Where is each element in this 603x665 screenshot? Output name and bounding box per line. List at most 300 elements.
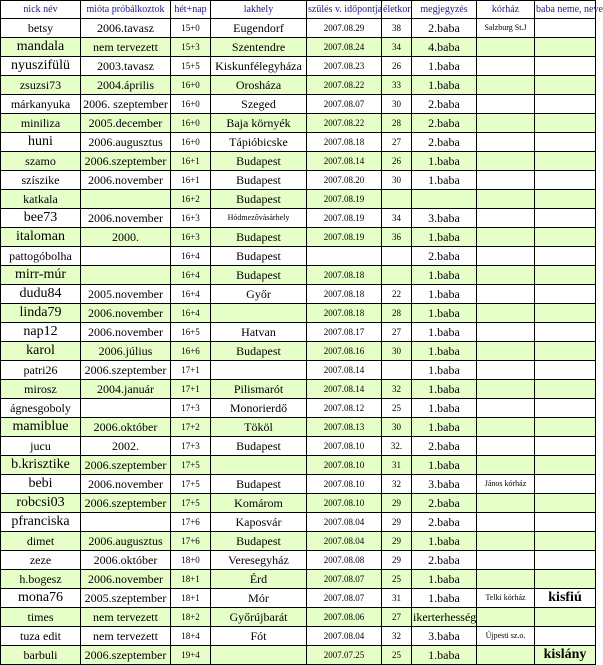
cell-residence: Budapest — [211, 171, 307, 190]
cell-week: 18+2 — [171, 608, 211, 627]
header-hospital: kórház — [477, 1, 535, 19]
cell-hospital — [477, 57, 535, 76]
cell-due-date: 2007.08.19 — [307, 209, 382, 228]
cell-week: 16+4 — [171, 304, 211, 323]
cell-since: nem tervezett — [81, 38, 171, 57]
cell-note: 2.baba — [412, 551, 477, 570]
cell-week: 16+0 — [171, 76, 211, 95]
cell-nick: zeze — [1, 551, 81, 570]
cell-age: 27 — [382, 608, 412, 627]
cell-baby — [535, 551, 596, 570]
table-row — [1, 475, 596, 494]
cell-baby — [535, 38, 596, 57]
cell-week: 16+4 — [171, 266, 211, 285]
header-week: hét+nap — [171, 1, 211, 19]
cell-hospital — [477, 361, 535, 380]
cell-age: 29 — [382, 532, 412, 551]
cell-hospital — [477, 646, 535, 665]
cell-hospital — [477, 399, 535, 418]
cell-baby — [535, 304, 596, 323]
cell-hospital — [477, 38, 535, 57]
cell-since: 2006.november — [81, 171, 171, 190]
cell-week: 15+0 — [171, 19, 211, 38]
cell-due-date: 2007.08.18 — [307, 133, 382, 152]
cell-baby — [535, 76, 596, 95]
table-row — [1, 551, 596, 570]
table-row — [1, 57, 596, 76]
cell-nick: italoman — [1, 228, 81, 247]
cell-due-date: 2007.08.29 — [307, 19, 382, 38]
cell-since: 2005.november — [81, 285, 171, 304]
cell-residence: Veresegyház — [211, 551, 307, 570]
cell-nick: mona76 — [1, 589, 81, 608]
table-row — [1, 627, 596, 646]
table-row — [1, 532, 596, 551]
cell-nick: bebi — [1, 475, 81, 494]
cell-residence: Komárom — [211, 494, 307, 513]
header-note: megjegyzés — [412, 1, 477, 19]
cell-note: 1.baba — [412, 57, 477, 76]
cell-age — [382, 247, 412, 266]
table-row — [1, 456, 596, 475]
cell-nick: betsy — [1, 19, 81, 38]
cell-baby — [535, 532, 596, 551]
cell-since: 2006.szeptember — [81, 646, 171, 665]
cell-note: 3.baba — [412, 475, 477, 494]
table-row — [1, 646, 596, 665]
cell-hospital — [477, 171, 535, 190]
cell-week: 17+5 — [171, 475, 211, 494]
cell-residence: Kaposvár — [211, 513, 307, 532]
cell-week: 16+3 — [171, 228, 211, 247]
cell-residence: Fót — [211, 627, 307, 646]
cell-baby — [535, 399, 596, 418]
cell-week: 16+1 — [171, 171, 211, 190]
cell-since — [81, 399, 171, 418]
cell-hospital — [477, 190, 535, 209]
cell-since: 2006.november — [81, 209, 171, 228]
table-row — [1, 266, 596, 285]
cell-since: 2006.november — [81, 570, 171, 589]
cell-week: 16+2 — [171, 190, 211, 209]
cell-age: 25 — [382, 399, 412, 418]
cell-due-date: 2007.08.10 — [307, 494, 382, 513]
table-row — [1, 437, 596, 456]
header-residence: lakhely — [211, 1, 307, 19]
cell-week: 16+0 — [171, 114, 211, 133]
cell-baby — [535, 209, 596, 228]
cell-age: 33 — [382, 76, 412, 95]
cell-residence — [211, 456, 307, 475]
cell-hospital — [477, 323, 535, 342]
cell-note: 2.baba — [412, 19, 477, 38]
cell-nick: pattogóbolha — [1, 247, 81, 266]
cell-baby — [535, 228, 596, 247]
cell-age: 30 — [382, 171, 412, 190]
cell-note: 1.baba — [412, 323, 477, 342]
cell-week: 16+6 — [171, 342, 211, 361]
cell-note: 1.baba — [412, 532, 477, 551]
cell-residence: Kiskunfélegyháza — [211, 57, 307, 76]
cell-residence: Győr — [211, 285, 307, 304]
cell-due-date: 2007.08.07 — [307, 589, 382, 608]
cell-baby — [535, 114, 596, 133]
cell-week: 17+5 — [171, 456, 211, 475]
cell-due-date — [307, 247, 382, 266]
cell-due-date: 2007.08.14 — [307, 361, 382, 380]
cell-age: 36 — [382, 228, 412, 247]
table-row — [1, 323, 596, 342]
cell-week: 16+0 — [171, 95, 211, 114]
cell-since: 2006.augusztus — [81, 532, 171, 551]
cell-baby — [535, 361, 596, 380]
cell-since: 2006.október — [81, 551, 171, 570]
cell-week: 18+1 — [171, 570, 211, 589]
cell-age: 29 — [382, 494, 412, 513]
cell-age: 27 — [382, 133, 412, 152]
cell-residence: Tápióbicske — [211, 133, 307, 152]
cell-note — [412, 190, 477, 209]
cell-due-date: 2007.08.23 — [307, 57, 382, 76]
cell-week: 17+6 — [171, 532, 211, 551]
cell-age — [382, 190, 412, 209]
cell-age: 31 — [382, 589, 412, 608]
cell-note: 1.baba — [412, 646, 477, 665]
cell-note: 1.baba — [412, 304, 477, 323]
cell-note: 2.baba — [412, 437, 477, 456]
cell-since — [81, 513, 171, 532]
cell-due-date: 2007.08.20 — [307, 171, 382, 190]
cell-hospital — [477, 247, 535, 266]
table-row — [1, 114, 596, 133]
cell-week: 17+6 — [171, 513, 211, 532]
header-due-date: szülés v. időpontja — [307, 1, 382, 19]
cell-week: 16+4 — [171, 247, 211, 266]
cell-age: 38 — [382, 19, 412, 38]
cell-age: 30 — [382, 418, 412, 437]
cell-since: 2006.november — [81, 304, 171, 323]
table-row — [1, 152, 596, 171]
cell-due-date: 2007.08.14 — [307, 380, 382, 399]
cell-hospital — [477, 304, 535, 323]
cell-note: 1.baba — [412, 361, 477, 380]
cell-since — [81, 266, 171, 285]
cell-note: 1.baba — [412, 171, 477, 190]
cell-due-date: 2007.08.17 — [307, 323, 382, 342]
cell-age: 25 — [382, 570, 412, 589]
cell-note: 1.baba — [412, 285, 477, 304]
cell-since: 2006.augusztus — [81, 133, 171, 152]
table-body — [1, 19, 596, 665]
table-row — [1, 589, 596, 608]
cell-note: 2.baba — [412, 114, 477, 133]
cell-nick: patri26 — [1, 361, 81, 380]
cell-residence: Budapest — [211, 437, 307, 456]
cell-nick: b.krisztike — [1, 456, 81, 475]
header-row — [1, 1, 596, 19]
cell-age: 32 — [382, 475, 412, 494]
cell-note: 1.baba — [412, 342, 477, 361]
cell-due-date: 2007.08.12 — [307, 399, 382, 418]
table-row — [1, 418, 596, 437]
cell-nick: zsuzsi73 — [1, 76, 81, 95]
cell-hospital: Telki kórház — [477, 589, 535, 608]
cell-since: 2004.január — [81, 380, 171, 399]
cell-since: 2006.szeptember — [81, 152, 171, 171]
cell-hospital — [477, 228, 535, 247]
cell-due-date: 2007.08.24 — [307, 38, 382, 57]
table-row — [1, 190, 596, 209]
cell-week: 17+2 — [171, 418, 211, 437]
cell-residence: Győrújbarát — [211, 608, 307, 627]
table-row — [1, 361, 596, 380]
cell-due-date: 2007.08.10 — [307, 437, 382, 456]
cell-nick: mirosz — [1, 380, 81, 399]
cell-due-date: 2007.08.07 — [307, 95, 382, 114]
cell-hospital — [477, 76, 535, 95]
cell-age: 30 — [382, 95, 412, 114]
cell-week: 16+0 — [171, 133, 211, 152]
cell-due-date: 2007.08.04 — [307, 532, 382, 551]
cell-due-date: 2007.08.19 — [307, 228, 382, 247]
cell-due-date: 2007.08.14 — [307, 152, 382, 171]
cell-residence: Eugendorf — [211, 19, 307, 38]
cell-nick: mirr-múr — [1, 266, 81, 285]
cell-residence: Budapest — [211, 532, 307, 551]
cell-since: 2006. szeptember — [81, 95, 171, 114]
cell-nick: dimet — [1, 532, 81, 551]
cell-hospital: Salzburg St.J — [477, 19, 535, 38]
cell-age: 32 — [382, 627, 412, 646]
cell-week: 16+5 — [171, 323, 211, 342]
cell-note: 1.baba — [412, 570, 477, 589]
cell-hospital — [477, 494, 535, 513]
cell-since: 2005.szeptember — [81, 589, 171, 608]
cell-note: 1.baba — [412, 228, 477, 247]
cell-residence: Tököl — [211, 418, 307, 437]
cell-baby — [535, 152, 596, 171]
cell-note: 2.baba — [412, 133, 477, 152]
cell-note: 3.baba — [412, 627, 477, 646]
cell-hospital — [477, 209, 535, 228]
cell-nick: katkala — [1, 190, 81, 209]
cell-baby — [535, 266, 596, 285]
cell-nick: bee73 — [1, 209, 81, 228]
cell-baby — [535, 437, 596, 456]
cell-note: 1.baba — [412, 418, 477, 437]
cell-residence: Budapest — [211, 475, 307, 494]
cell-due-date: 2007.08.08 — [307, 551, 382, 570]
cell-note: ikerterhesség — [412, 608, 477, 627]
cell-hospital — [477, 418, 535, 437]
cell-week: 17+3 — [171, 399, 211, 418]
table-row — [1, 95, 596, 114]
cell-since: 2006.november — [81, 323, 171, 342]
cell-since: 2004.április — [81, 76, 171, 95]
table-row — [1, 133, 596, 152]
cell-residence: Monorierdő — [211, 399, 307, 418]
table-row — [1, 399, 596, 418]
cell-nick: tuza edit — [1, 627, 81, 646]
cell-since: 2006.október — [81, 418, 171, 437]
cell-since: nem tervezett — [81, 627, 171, 646]
cell-due-date: 2007.08.10 — [307, 456, 382, 475]
cell-hospital — [477, 532, 535, 551]
cell-baby — [535, 513, 596, 532]
cell-age: 29 — [382, 513, 412, 532]
header-baby: baba neme, neve — [535, 1, 596, 19]
cell-baby — [535, 627, 596, 646]
cell-note: 1.baba — [412, 76, 477, 95]
cell-week: 15+5 — [171, 57, 211, 76]
cell-hospital — [477, 266, 535, 285]
cell-age: 22 — [382, 285, 412, 304]
cell-age: 32. — [382, 437, 412, 456]
cell-hospital — [477, 456, 535, 475]
cell-residence: Érd — [211, 570, 307, 589]
cell-age: 29 — [382, 551, 412, 570]
table-row — [1, 209, 596, 228]
cell-age: 34 — [382, 209, 412, 228]
cell-residence: Orosháza — [211, 76, 307, 95]
cell-baby: kisfiú — [535, 589, 596, 608]
cell-since — [81, 190, 171, 209]
cell-nick: huni — [1, 133, 81, 152]
cell-hospital — [477, 608, 535, 627]
cell-residence: Szeged — [211, 95, 307, 114]
cell-due-date: 2007.08.18 — [307, 266, 382, 285]
table-row — [1, 513, 596, 532]
cell-baby — [535, 608, 596, 627]
cell-hospital — [477, 570, 535, 589]
header-nick: nick név — [1, 1, 81, 19]
cell-hospital — [477, 95, 535, 114]
cell-week: 16+3 — [171, 209, 211, 228]
cell-due-date: 2007.08.22 — [307, 76, 382, 95]
cell-since: 2000. — [81, 228, 171, 247]
cell-since: 2006.július — [81, 342, 171, 361]
table-row — [1, 171, 596, 190]
cell-since: 2006.tavasz — [81, 19, 171, 38]
cell-age: 28 — [382, 114, 412, 133]
cell-week: 17+1 — [171, 380, 211, 399]
table-row — [1, 76, 596, 95]
cell-nick: jucu — [1, 437, 81, 456]
cell-due-date: 2007.08.04 — [307, 513, 382, 532]
cell-since: 2006.szeptember — [81, 456, 171, 475]
cell-hospital — [477, 342, 535, 361]
cell-age: 26 — [382, 57, 412, 76]
cell-nick: miniliza — [1, 114, 81, 133]
cell-age: 34 — [382, 38, 412, 57]
cell-note: 1.baba — [412, 456, 477, 475]
cell-residence: Budapest — [211, 266, 307, 285]
cell-note: 1.baba — [412, 266, 477, 285]
cell-note: 1.baba — [412, 399, 477, 418]
cell-residence: Budapest — [211, 190, 307, 209]
cell-nick: szamo — [1, 152, 81, 171]
table-row — [1, 19, 596, 38]
table-row — [1, 228, 596, 247]
cell-residence: Budapest — [211, 152, 307, 171]
cell-baby — [535, 133, 596, 152]
table-row — [1, 285, 596, 304]
cell-due-date: 2007.08.18 — [307, 285, 382, 304]
cell-residence: Pilismarót — [211, 380, 307, 399]
cell-age: 31 — [382, 456, 412, 475]
cell-baby — [535, 494, 596, 513]
table-row — [1, 608, 596, 627]
cell-baby: kislány — [535, 646, 596, 665]
table-row — [1, 247, 596, 266]
cell-week: 17+3 — [171, 437, 211, 456]
cell-week: 18+1 — [171, 589, 211, 608]
cell-week: 18+0 — [171, 551, 211, 570]
cell-baby — [535, 19, 596, 38]
cell-note: 2.baba — [412, 494, 477, 513]
cell-since: 2005.december — [81, 114, 171, 133]
table-row — [1, 304, 596, 323]
cell-due-date: 2007.08.07 — [307, 570, 382, 589]
table-row — [1, 342, 596, 361]
table-row — [1, 570, 596, 589]
cell-due-date: 2007.08.22 — [307, 114, 382, 133]
cell-nick: h.bogesz — [1, 570, 81, 589]
cell-week: 16+1 — [171, 152, 211, 171]
cell-nick: pfranciska — [1, 513, 81, 532]
cell-baby — [535, 171, 596, 190]
cell-residence: Mór — [211, 589, 307, 608]
cell-nick: mandala — [1, 38, 81, 57]
cell-residence: Hódmezővásárhely — [211, 209, 307, 228]
cell-week: 18+4 — [171, 627, 211, 646]
cell-nick: ágnesgoboly — [1, 399, 81, 418]
cell-due-date: 2007.08.18 — [307, 304, 382, 323]
cell-residence: Szentendre — [211, 38, 307, 57]
cell-age: 28 — [382, 304, 412, 323]
cell-note: 4.baba — [412, 38, 477, 57]
cell-baby — [535, 247, 596, 266]
cell-hospital — [477, 380, 535, 399]
cell-hospital: János kórház — [477, 475, 535, 494]
cell-age: 26 — [382, 152, 412, 171]
cell-note: 1.baba — [412, 380, 477, 399]
cell-residence — [211, 304, 307, 323]
cell-residence: Budapest — [211, 247, 307, 266]
cell-nick: times — [1, 608, 81, 627]
cell-due-date: 2007.08.19 — [307, 190, 382, 209]
cell-week: 17+1 — [171, 361, 211, 380]
cell-nick: nyuszifülü — [1, 57, 81, 76]
cell-age: 25 — [382, 646, 412, 665]
table-row — [1, 380, 596, 399]
cell-baby — [535, 95, 596, 114]
cell-hospital — [477, 114, 535, 133]
cell-age: 32 — [382, 380, 412, 399]
cell-nick: robcsi03 — [1, 494, 81, 513]
cell-note: 2.baba — [412, 247, 477, 266]
cell-since: nem tervezett — [81, 608, 171, 627]
cell-baby — [535, 456, 596, 475]
cell-baby — [535, 570, 596, 589]
cell-hospital — [477, 437, 535, 456]
cell-since: 2006.szeptember — [81, 361, 171, 380]
cell-hospital — [477, 285, 535, 304]
table-row — [1, 38, 596, 57]
cell-note: 2.baba — [412, 95, 477, 114]
cell-hospital — [477, 551, 535, 570]
cell-baby — [535, 323, 596, 342]
